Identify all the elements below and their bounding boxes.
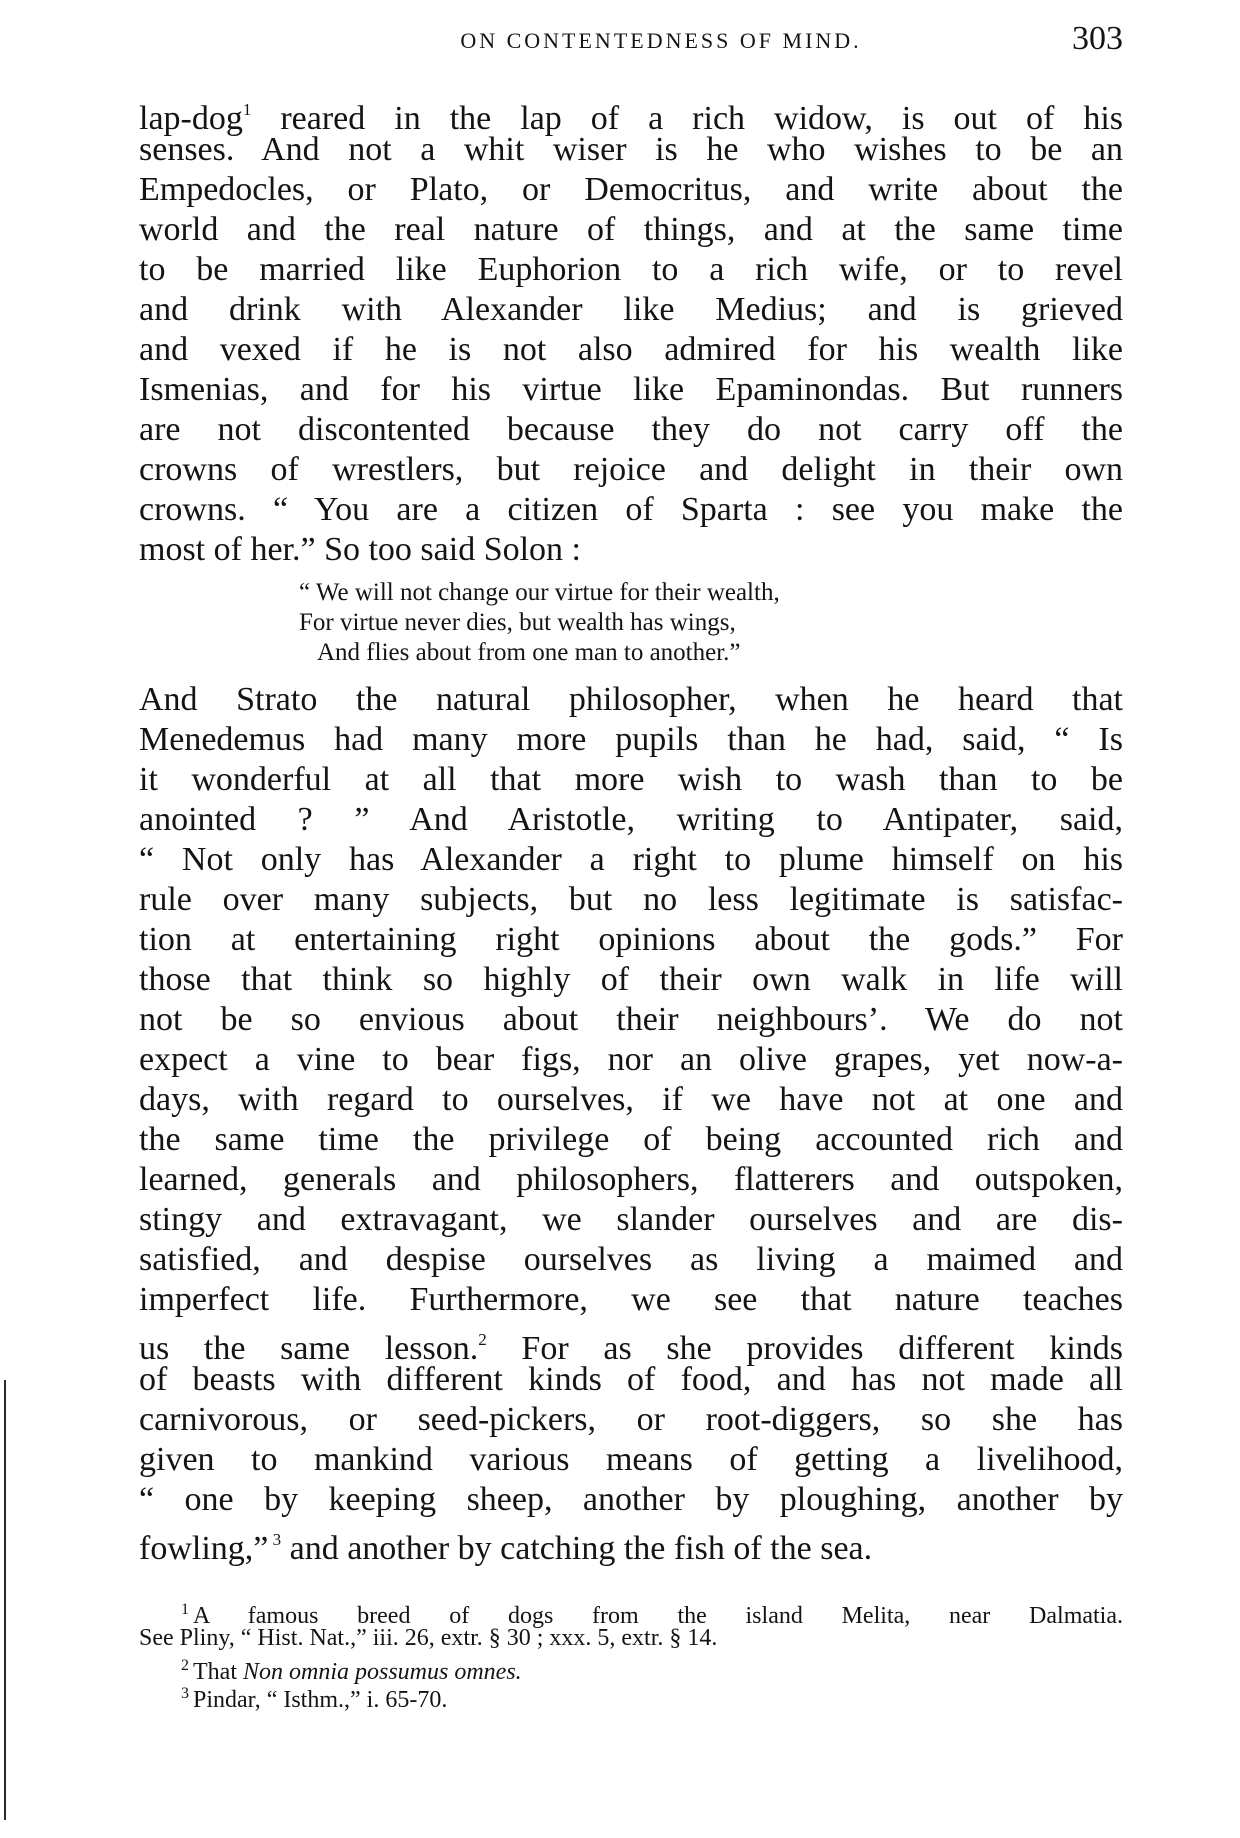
- text-line: us the same lesson.$^2$ For as she provides different kinds: [139, 1330, 1123, 1367]
- text-line: imperfect life. Furthermore, we see that nature teaches: [139, 1281, 1123, 1318]
- text-line: and drink with Alexander like Medius; and is grieved: [139, 291, 1123, 328]
- footnote-marker: 1: [181, 1601, 189, 1618]
- verse-quotation: [299, 578, 1123, 668]
- verse-line: And flies about from one man to another.”: [317, 639, 741, 666]
- note-ref-3: 3: [268, 1530, 282, 1549]
- text-line: satisfied, and despise ourselves as living a maimed and: [139, 1241, 1123, 1278]
- footnote-text: A famous breed of dogs from the island Melita, near Dalmatia.: [193, 1603, 1123, 1629]
- text-line: Empedocles, or Plato, or Democritus, and write about the: [139, 171, 1123, 208]
- text-line: crowns. “ You are a citizen of Sparta : see you make the: [139, 491, 1123, 528]
- running-head: [139, 20, 1123, 64]
- text-line: Ismenias, and for his virtue like Epaminondas. But runners: [139, 371, 1123, 408]
- text-line: it wonderful at all that more wish to wash than to be: [139, 761, 1123, 798]
- text-line: and vexed if he is not also admired for his wealth like: [139, 331, 1123, 368]
- footnote-2: [139, 1652, 1123, 1685]
- text-line: learned, generals and philosophers, flatterers and outspoken,: [139, 1161, 1123, 1198]
- body-text: [139, 90, 1123, 1567]
- text-line: given to mankind various means of getting a livelihood,: [139, 1441, 1123, 1478]
- verse-line: For virtue never dies, but wealth has wings,: [299, 609, 736, 636]
- text-line: those that think so highly of their own walk in life will: [139, 961, 1123, 998]
- text-line: most of her.” So too said Solon :: [139, 531, 581, 568]
- text-line: Menedemus had many more pupils than he had, said, “ Is: [139, 721, 1123, 758]
- text-line: “ one by keeping sheep, another by ploughing, another by: [139, 1481, 1123, 1518]
- text-line: rule over many subjects, but no less legitimate is satisfac-: [139, 881, 1123, 918]
- text-line: [139, 90, 1123, 137]
- footnote-1-line-2: See Pliny, “ Hist. Nat.,” iii. 26, extr. § 30 ; xxx. 5, extr. § 14.: [139, 1625, 718, 1651]
- footnote-text: Pindar, “ Isthm.,” i. 65-70.: [193, 1687, 448, 1713]
- text-line: senses. And not a whit wiser is he who wishes to be an: [139, 131, 1123, 168]
- verse-line: “ We will not change our virtue for their wealth,: [299, 579, 780, 606]
- footnote-1-line-1: [139, 1596, 1123, 1629]
- text-line: anointed ? ” And Aristotle, writing to Antipater, said,: [139, 801, 1123, 838]
- footnote-italic-text: Non omnia possumus omnes.: [242, 1659, 522, 1685]
- line-word: lap-dog$^1$ reared in the lap of a rich widow, is out of his: [139, 100, 1123, 137]
- page-number: 303: [1072, 20, 1123, 57]
- text-line: of beasts with different kinds of food, and has not made all: [139, 1361, 1123, 1398]
- text-line: expect a vine to bear figs, nor an olive grapes, yet now-a-: [139, 1041, 1123, 1078]
- footnote-marker: 2: [181, 1657, 189, 1674]
- text-line: And Strato the natural philosopher, when he heard that: [139, 681, 1123, 718]
- text-line: tion at entertaining right opinions about the gods.” For: [139, 921, 1123, 958]
- text-line: the same time the privilege of being accounted rich and: [139, 1121, 1123, 1158]
- margin-rule: [4, 1380, 6, 1820]
- note-ref-2: 2: [478, 1330, 487, 1349]
- text-line: not be so envious about their neighbours’. We do not: [139, 1001, 1123, 1038]
- text-line: crowns of wrestlers, but rejoice and delight in their own: [139, 451, 1123, 488]
- footnote-text: That: [193, 1659, 243, 1685]
- text-line: carnivorous, or seed-pickers, or root-diggers, so she has: [139, 1401, 1123, 1438]
- note-ref-1: 1: [242, 100, 252, 119]
- footnotes: [139, 1596, 1123, 1713]
- text-line: world and the real nature of things, and at the same time: [139, 211, 1123, 248]
- footnote-3: [139, 1680, 1123, 1713]
- text-line: fowling,” $^3$ and another by catching the fish of the sea.: [139, 1530, 873, 1567]
- text-line: are not discontented because they do not carry off the: [139, 411, 1123, 448]
- footnote-marker: 3: [181, 1685, 189, 1702]
- text-line: “ Not only has Alexander a right to plume himself on his: [139, 841, 1123, 878]
- running-title: ON CONTENTEDNESS OF MIND.: [460, 28, 862, 53]
- text-line: stingy and extravagant, we slander ourselves and are dis-: [139, 1201, 1123, 1238]
- text-line: to be married like Euphorion to a rich wife, or to revel: [139, 251, 1123, 288]
- text-line: days, with regard to ourselves, if we have not at one and: [139, 1081, 1123, 1118]
